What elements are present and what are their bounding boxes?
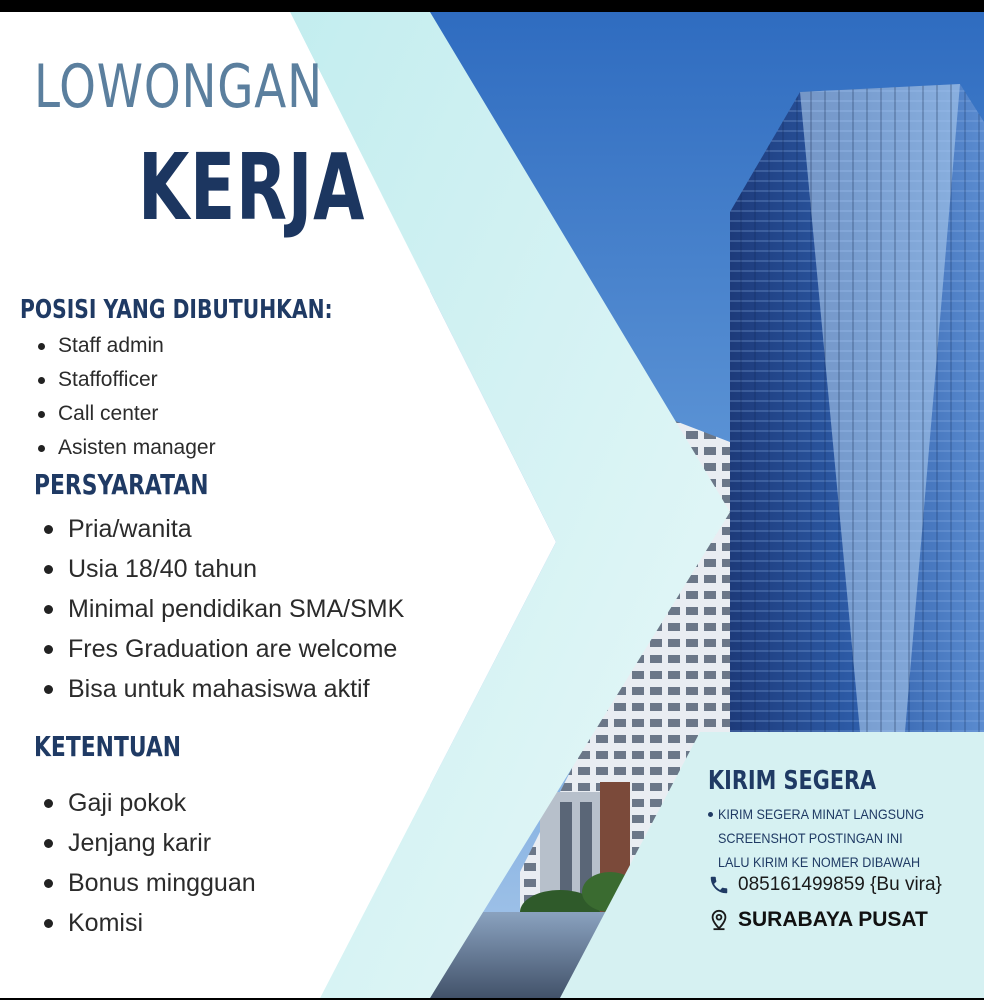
- persyaratan-list: [44, 512, 404, 712]
- list-item: Jenjang karir: [44, 826, 256, 866]
- list-item: Bonus mingguan: [44, 866, 256, 906]
- cta-line: SCREENSHOT POSTINGAN INI: [718, 830, 903, 846]
- ketentuan-heading: KETENTUAN: [34, 730, 182, 763]
- cta-bullet: [708, 812, 713, 817]
- list-item: Komisi: [44, 906, 256, 946]
- cta-line: LALU KIRIM KE NOMER DIBAWAH: [718, 854, 921, 870]
- location-pin-icon: [708, 909, 730, 931]
- list-item: Fres Graduation are welcome: [44, 632, 404, 672]
- phone-icon: [708, 874, 730, 896]
- ketentuan-list: [44, 786, 256, 946]
- title-lowongan: LOWONGAN: [34, 52, 323, 122]
- list-item: Staff admin: [38, 332, 216, 366]
- persyaratan-heading: PERSYARATAN: [34, 468, 209, 501]
- job-poster: [0, 12, 984, 998]
- list-item: Call center: [38, 400, 216, 434]
- list-item: Pria/wanita: [44, 512, 404, 552]
- cta-heading: KIRIM SEGERA: [708, 766, 877, 796]
- location-text: SURABAYA PUSAT: [738, 908, 928, 931]
- title-kerja: KERJA: [138, 134, 366, 241]
- list-item: Usia 18/40 tahun: [44, 552, 404, 592]
- posisi-heading: POSISI YANG DIBUTUHKAN:: [20, 295, 333, 325]
- phone-contact[interactable]: [708, 874, 942, 896]
- cta-instructions: [718, 804, 947, 876]
- posisi-list: [38, 332, 216, 468]
- list-item: Asisten manager: [38, 434, 216, 468]
- list-item: Minimal pendidikan SMA/SMK: [44, 592, 404, 632]
- list-item: Bisa untuk mahasiswa aktif: [44, 672, 404, 712]
- phone-number: 085161499859 {Bu vira}: [738, 874, 942, 895]
- list-item: Staffofficer: [38, 366, 216, 400]
- list-item: Gaji pokok: [44, 786, 256, 826]
- location-info: [708, 908, 928, 932]
- cta-line: KIRIM SEGERA MINAT LANGSUNG: [718, 806, 925, 822]
